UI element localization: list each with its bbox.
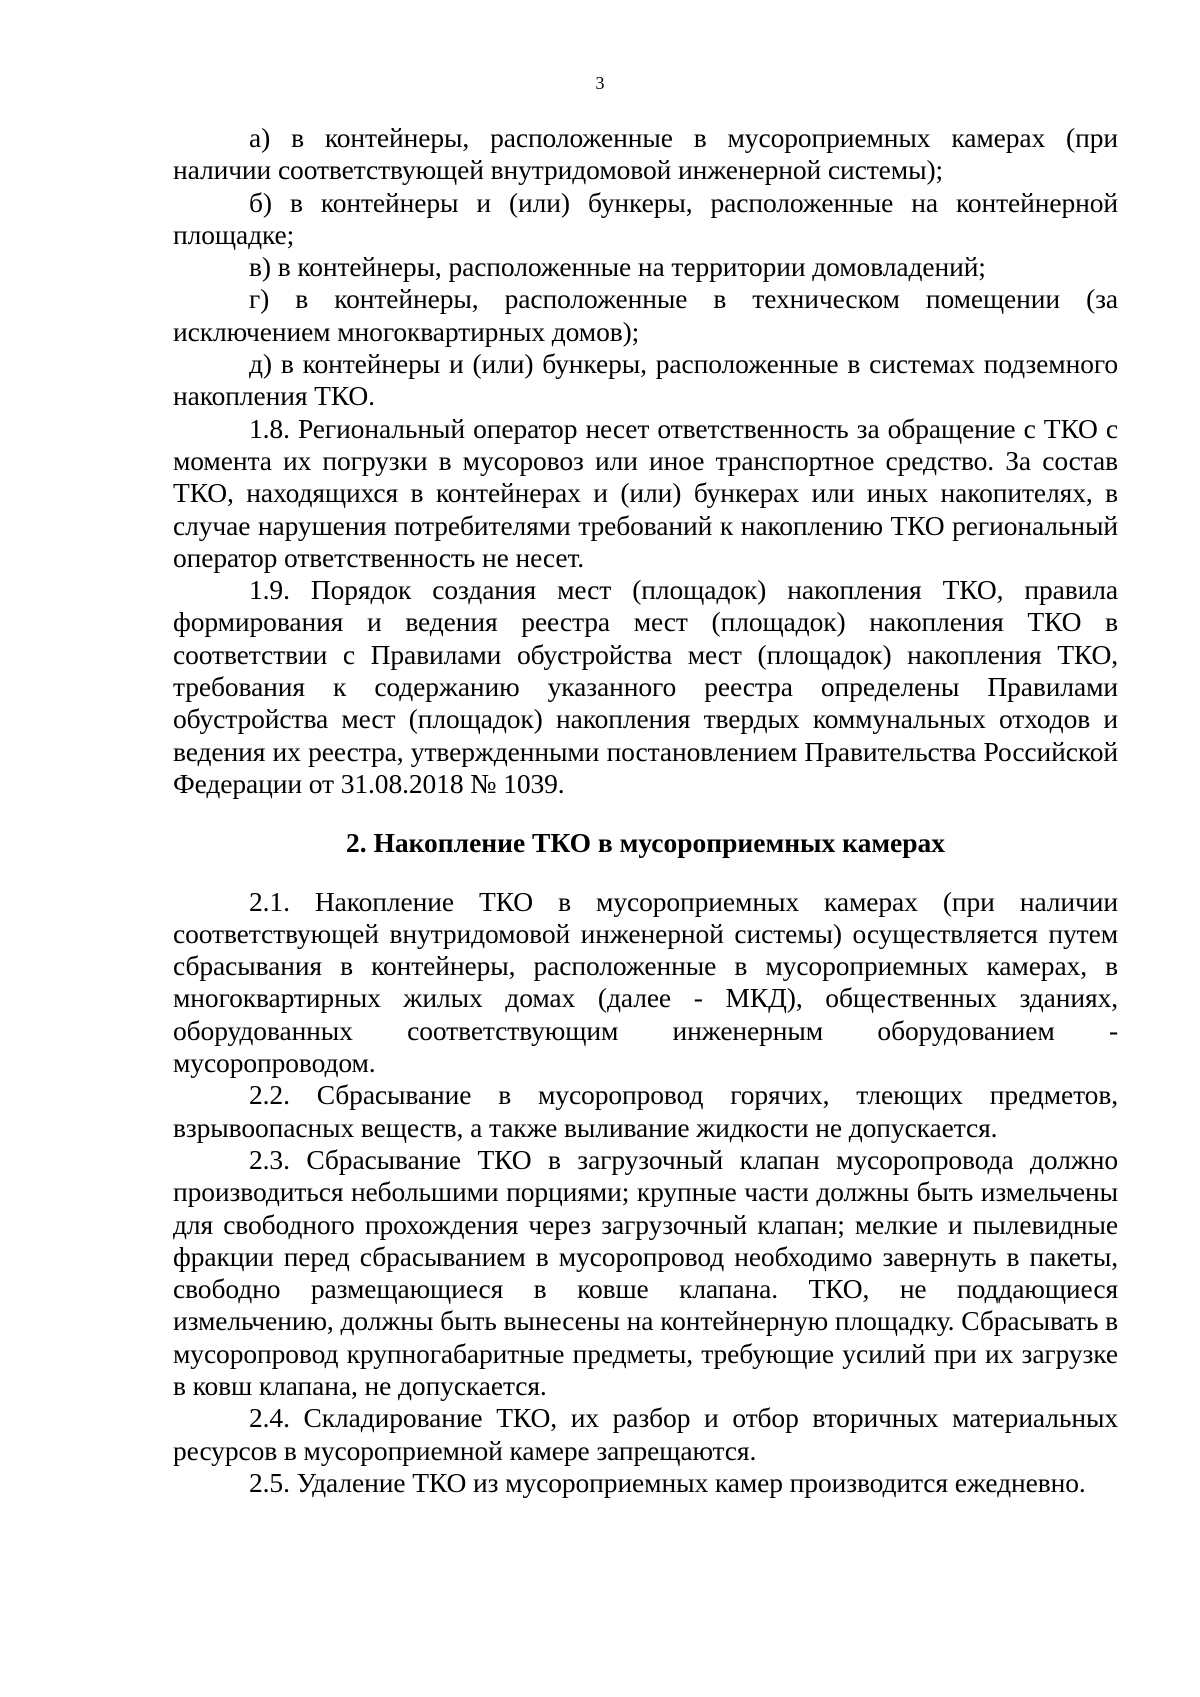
clause-2-4: 2.4. Складирование ТКО, их разбор и отбор вторичных материальных ресурсов в мусороприемной камере запрещаются. (173, 1402, 1118, 1466)
clause-2-1: 2.1. Накопление ТКО в мусороприемных камерах (при наличии соответствующей внутридомовой инженерной системы) осуществляется путем сбрасывания в контейнеры, расположенные в мусороприемных камерах, в многоквартирных жилых домах (далее - МКД), общественных зданиях, оборудованных соответствующим инженерным оборудованием - мусоропроводом. (173, 885, 1118, 1079)
list-item-d: д) в контейнеры и (или) бункеры, расположенные в системах подземного накопления ТКО. (173, 348, 1118, 412)
list-item-g: г) в контейнеры, расположенные в техническом помещении (за исключением многоквартирных домов); (173, 283, 1118, 347)
clause-1-9: 1.9. Порядок создания мест (площадок) накопления ТКО, правила формирования и ведения реестра мест (площадок) накопления ТКО в соответствии с Правилами обустройства мест (площадок) накопления ТКО, требования к содержанию указанного реестра определены Правилами обустройства мест (площадок) накопления твердых коммунальных отходов и ведения их реестра, утвержденными постановлением Правительства Российской Федерации от 31.08.2018 № 1039. (173, 574, 1118, 799)
clause-1-8: 1.8. Региональный оператор несет ответственность за обращение с ТКО с момента их погрузки в мусоровоз или иное транспортное средство. За состав ТКО, находящихся в контейнерах и (или) бункерах или иных накопителях, в случае нарушения потребителями требований к накоплению ТКО региональный оператор ответственность не несет. (173, 412, 1118, 573)
clause-2-3: 2.3. Сбрасывание ТКО в загрузочный клапан мусоропровода должно производиться небольшими порциями; крупные части должны быть измельчены для свободного прохождения через загрузочный клапан; мелкие и пылевидные фракции перед сбрасыванием в мусоропровод необходимо завернуть в пакеты, свободно размещающиеся в ковше клапана. ТКО, не поддающиеся измельчению, должны быть вынесены на контейнерную площадку. Сбрасывать в мусоропровод крупногабаритные предметы, требующие усилий при их загрузке в ковш клапана, не допускается. (173, 1143, 1118, 1401)
document-body (173, 122, 1118, 1499)
list-item-b: б) в контейнеры и (или) бункеры, расположенные на контейнерной площадке; (173, 186, 1118, 250)
list-item-a: а) в контейнеры, расположенные в мусороприемных камерах (при наличии соответствующей внутридомовой инженерной системы); (173, 122, 1118, 186)
clause-2-2: 2.2. Сбрасывание в мусоропровод горячих, тлеющих предметов, взрывоопасных веществ, а также выливание жидкости не допускается. (173, 1079, 1118, 1143)
section-2-heading: 2. Накопление ТКО в мусороприемных камерах (345, 827, 946, 859)
clause-2-5: 2.5. Удаление ТКО из мусороприемных камер производится ежедневно. (249, 1466, 1086, 1498)
page-number: 3 (595, 73, 605, 93)
list-item-v: в) в контейнеры, расположенные на территории домовладений; (249, 251, 986, 283)
